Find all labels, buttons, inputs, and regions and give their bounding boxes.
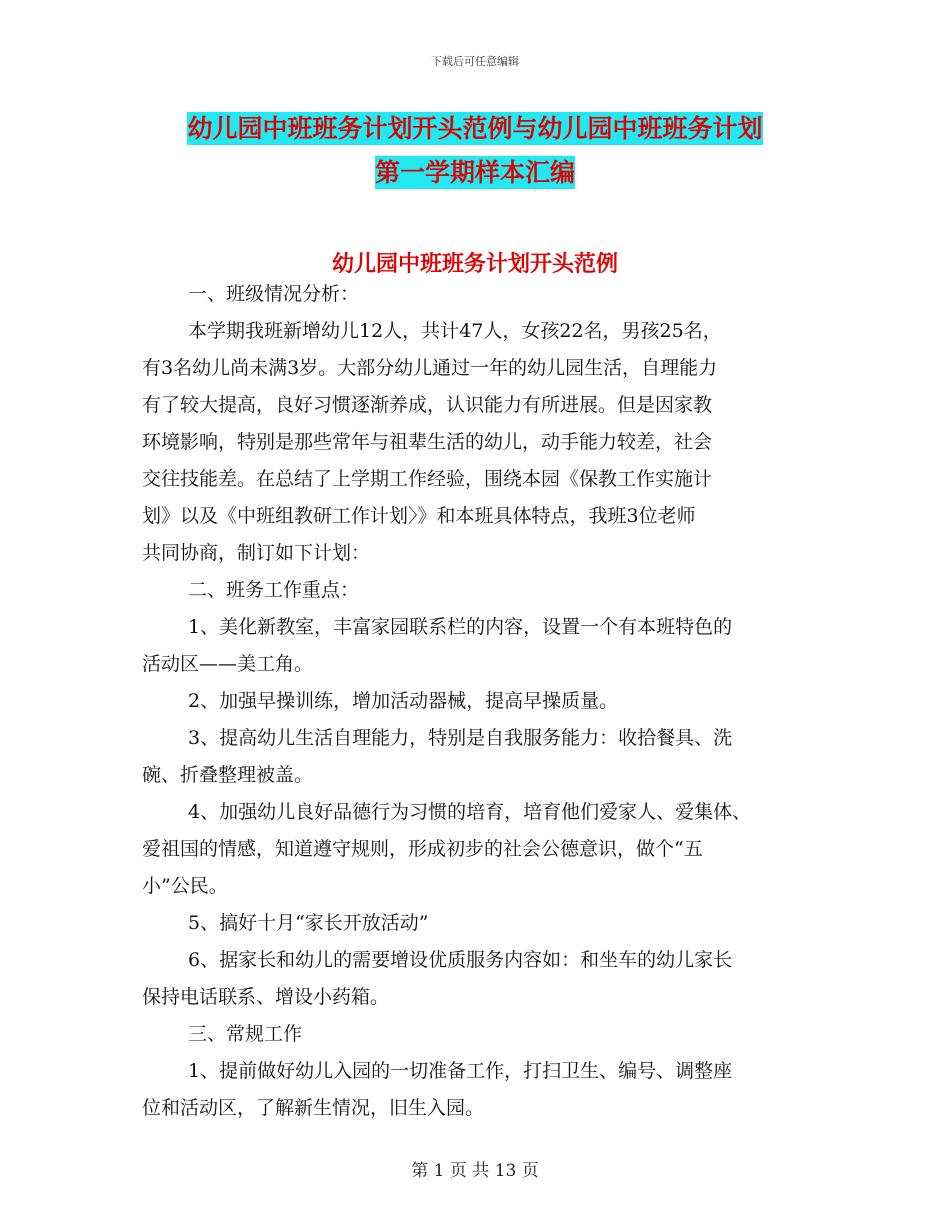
paragraph-line: 划》以及《中班组教研工作计划〉》和本班具体特点，我班3位老师 <box>142 505 696 527</box>
paragraph-line: 共同协商，制订如下计划： <box>142 542 371 564</box>
page-footer: 第 1 页 共 13 页 <box>411 1161 539 1181</box>
paragraph-line: 一、班级情况分析： <box>188 283 360 305</box>
paragraph-line: 本学期我班新增幼儿12人，共计47人，女孩22名，男孩25名， <box>188 320 722 342</box>
header-note: 下载后可任意编辑 <box>431 55 519 68</box>
paragraph-line: 1、提前做好幼儿入园的一切准备工作，打扫卫生、编号、调整座 <box>188 1060 733 1082</box>
document-title-line-2 <box>0 156 950 190</box>
paragraph-line: 有了较大提高，良好习惯逐渐养成，认识能力有所进展。但是因家教 <box>142 394 713 416</box>
paragraph-line: 1、美化新教室，丰富家园联系栏的内容，设置一个有本班特色的 <box>188 616 733 638</box>
document-title-line-1 <box>0 112 950 146</box>
paragraph-line: 3、提高幼儿生活自理能力，特别是自我服务能力：收拾餐具、洗 <box>188 727 733 749</box>
paragraph-line: 活动区——美工角。 <box>142 653 314 675</box>
paragraph-line: 二、班务工作重点： <box>188 579 360 601</box>
paragraph-line: 保持电话联系、增设小药箱。 <box>142 986 390 1008</box>
paragraph-line: 5、搞好十月“家长开放活动” <box>188 912 429 934</box>
paragraph-line: 6、据家长和幼儿的需要增设优质服务内容如：和坐车的幼儿家长 <box>188 949 733 971</box>
paragraph-line: 碗、折叠整理被盖。 <box>142 764 314 786</box>
paragraph-line: 4、加强幼儿良好品德行为习惯的培育，培育他们爱家人、爱集体、 <box>188 801 752 823</box>
paragraph-line: 交往技能差。在总结了上学期工作经验，围绕本园《保教工作实施计 <box>142 468 713 490</box>
paragraph-line: 环境影响，特别是那些常年与祖辈生活的幼儿，动手能力较差，社会 <box>142 431 713 453</box>
paragraph-line: 2、加强早操训练，增加活动器械，提高早操质量。 <box>188 690 619 712</box>
paragraph-line: 有3名幼儿尚未满3岁。大部分幼儿通过一年的幼儿园生活，自理能力 <box>142 357 718 379</box>
section-subtitle: 幼儿园中班班务计划开头范例 <box>331 252 618 277</box>
title-text-2: 第一学期样本汇编 <box>374 158 575 187</box>
title-text-1: 幼儿园中班班务计划开头范例与幼儿园中班班务计划 <box>187 114 763 143</box>
paragraph-line: 三、常规工作 <box>188 1023 303 1045</box>
document-body <box>142 276 814 1127</box>
paragraph-line: 位和活动区，了解新生情况，旧生入园。 <box>142 1097 485 1119</box>
paragraph-line: 爱祖国的情感，知道遵守规则，形成初步的社会公德意识，做个“五 <box>142 838 703 860</box>
paragraph-line: 小”公民。 <box>142 875 228 897</box>
